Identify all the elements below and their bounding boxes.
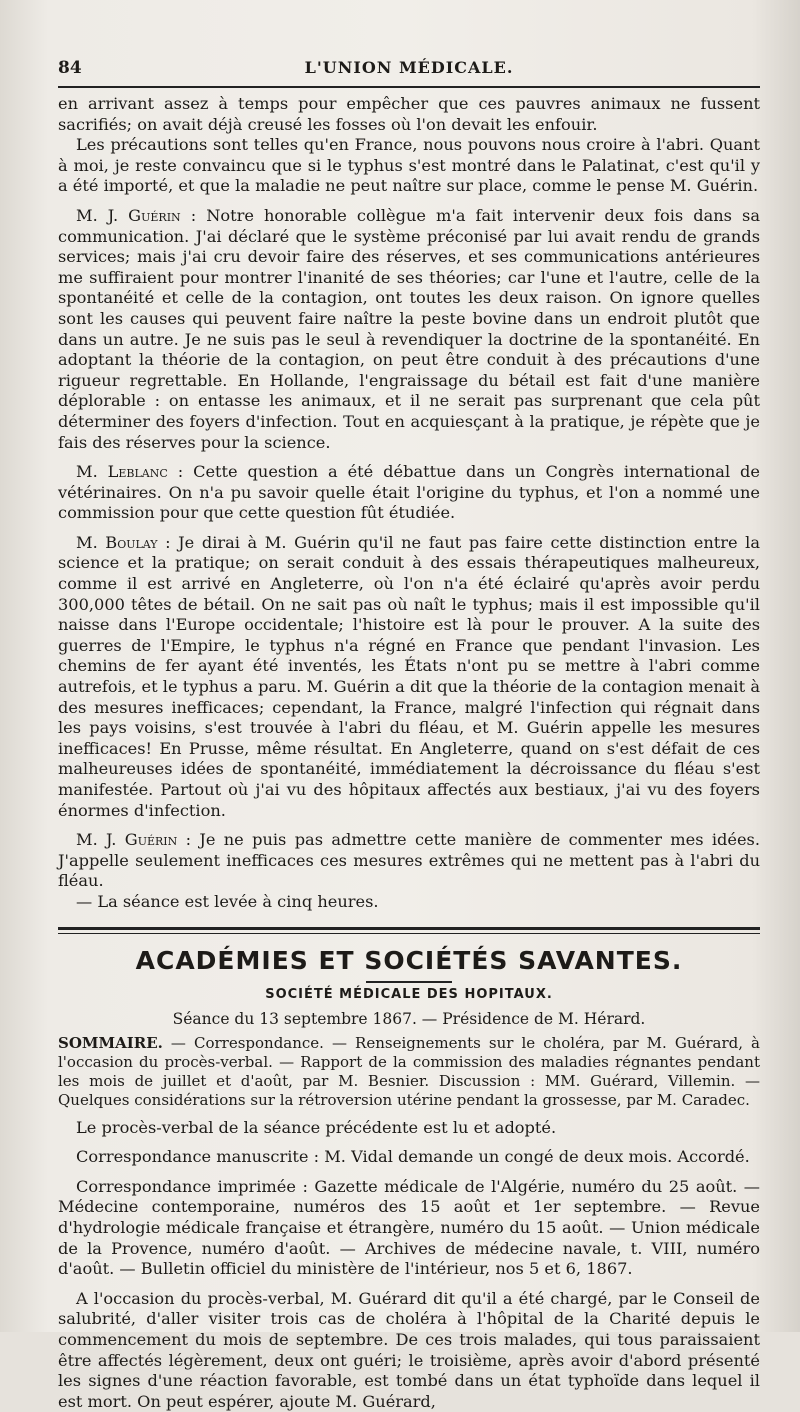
speech-text: : Je dirai à M. Guérin qu'il ne faut pas faire cette distinction entre la science et la pratique; on serait conduit à des essais thérapeutiques malheureux, comme il est arrivé en Angleterre, où l'on n'a été éclairé qu'après avoir perdu 300,000 têtes de bétail. On ne sait pas où naît le typhus; mais il est impossible qu'il naisse dans l'Europe occidentale; l'histoire est là pour le prouver. A la suite des guerres de l'Empire, le typhus n'a régné en France que pendant l'invasion. Les chemins de fer ayant été inventés, les États n'ont pu se mettre à l'abri comme autrefois, et le typhus a paru. M. Guérin a dit que la théorie de la contagion menait à des mesures inefficaces; cependant, la France, malgré l'infection qui régnait dans les pays voisins, s'est trouvée à l'abri du fléau, et M. Guérin appelle les mesures inefficaces! En Prusse, même résultat. En Angleterre, quand on s'est défait de ces malheureuses idées de spontanéité, immédiatement la décroissance du fléau s'est manifestée. Partout où j'ai vu des hôpitaux affectés aux bestiaux, j'ai vu des foyers énormes d'infection.	[58, 532, 760, 820]
sommaire	[58, 1034, 760, 1110]
body-text-bottom	[58, 1118, 760, 1412]
speaker-name: M. J. Guérin	[76, 205, 181, 225]
paragraph-guerin	[58, 206, 760, 453]
paragraph: Correspondance imprimée : Gazette médicale de l'Algérie, numéro du 25 août. — Médecine contemporaine, numéros des 15 août et 1er septembre. — Revue d'hydrologie médicale française et étrangère, numéro du 15 août. — Union médicale de la Provence, numéro d'août. — Archives de médecine navale, t. VIII, numéro d'août. — Bulletin officiel du ministère de l'intérieur, nos 5 et 6, 1867.	[58, 1176, 760, 1279]
paragraph: Le procès-verbal de la séance précédente est lu et adopté.	[76, 1117, 557, 1137]
speaker-name: M. Boulay	[76, 532, 158, 552]
running-head: L'UNION MÉDICALE.	[304, 58, 514, 77]
paragraph: Les précautions sont telles qu'en France, nous pouvons nous croire à l'abri. Quant à moi, je reste convaincu que si le typhus s'est montré dans le Palatinat, c'est qu'il y a été importé, et que la maladie ne peut naître sur place, comme le pense M. Guérin.	[58, 135, 760, 196]
speech-text: : Je ne puis pas admettre cette manière de commenter mes idées. J'appelle seulement inefficaces ces mesures extrêmes qui ne mettent pas à l'abri du fléau.	[58, 830, 761, 891]
paragraph: Correspondance manuscrite : M. Vidal demande un congé de deux mois. Accordé.	[76, 1147, 750, 1167]
section-title: ACADÉMIES ET SOCIÉTÉS SAVANTES.	[135, 945, 683, 975]
sommaire-label: SOMMAIRE.	[58, 1033, 163, 1052]
body-text	[58, 94, 760, 913]
page-number: 84	[58, 58, 82, 78]
speaker-name: M. Leblanc	[76, 462, 168, 482]
paragraph: A l'occasion du procès-verbal, M. Guérard dit qu'il a été chargé, par le Conseil de salubrité, d'aller visiter trois cas de choléra à l'hôpital de la Charité depuis le commencement du mois de septembre. De ces trois malades, qui tous paraissaient être affectés légèrement, deux ont guéri; le troisième, après avoir d'abord présenté les signes d'une réaction favorable, est tombé dans un état typhoïde dans lequel il est mort. On peut espérer, ajoute M. Guérard,	[58, 1288, 760, 1411]
speech-text: : Notre honorable collègue m'a fait intervenir deux fois dans sa communication. J'ai déclaré que le système préconisé par lui avait rendu de grands services; mais j'ai cru devoir faire des réserves, et ses communications antérieures me suffiraient pour montrer l'inanité de ses théories; car l'une et l'autre, celle de la spontanéité et celle de la contagion, ont toutes les deux raison. On ignore quelles sont les causes qui peuvent faire naître la peste bovine dans un endroit plutôt que dans un autre. Je ne suis pas le seul à revendiquer la doctrine de la spontanéité. En adoptant la théorie de la contagion, on peut être conduit à des précautions d'une rigueur regrettable. En Hollande, l'engraissage du bétail est fait d'une manière déplorable : on entasse les animaux, et il ne serait pas surprenant que cela pût déterminer des foyers d'infection. Tout en acquiesçant à la pratique, je répète que je fais des réserves pour la science.	[58, 205, 760, 452]
paragraph: en arrivant assez à temps pour empêcher que ces pauvres animaux ne fussent sacrifiés; on avait déjà creusé les fosses où l'on devait les enfouir.	[58, 94, 760, 134]
paragraph-leblanc	[58, 462, 760, 524]
title-rule	[366, 981, 452, 983]
header-rule	[58, 86, 760, 88]
session-line: Séance du 13 septembre 1867. — Présidence de M. Hérard.	[172, 1009, 646, 1028]
session-closing: — La séance est levée à cinq heures.	[76, 891, 379, 911]
speaker-name: M. J. Guérin	[76, 830, 178, 850]
section-divider	[58, 927, 760, 934]
speech-text: : Cette question a été débattue dans un Congrès international de vétérinaires. On n'a pu savoir quelle était l'origine du typhus, et l'on a nommé une commission pour que cette question fût étudiée.	[58, 462, 760, 523]
sommaire-text: — Correspondance. — Renseignements sur le choléra, par M. Guérard, à l'occasion du procès-verbal. — Rapport de la commission des maladies régnantes pendant les mois de juillet et d'août, par M. Besnier. Discussion : MM. Guérard, Villemin. — Quelques considérations sur la rétroversion utérine pendant la grossesse, par M. Caradec.	[58, 1033, 760, 1109]
page-header	[58, 52, 760, 78]
paragraph-boulay	[58, 533, 760, 821]
society-title: SOCIÉTÉ MÉDICALE DES HOPITAUX.	[265, 986, 553, 1002]
paragraph-guerin-reply	[58, 830, 760, 892]
